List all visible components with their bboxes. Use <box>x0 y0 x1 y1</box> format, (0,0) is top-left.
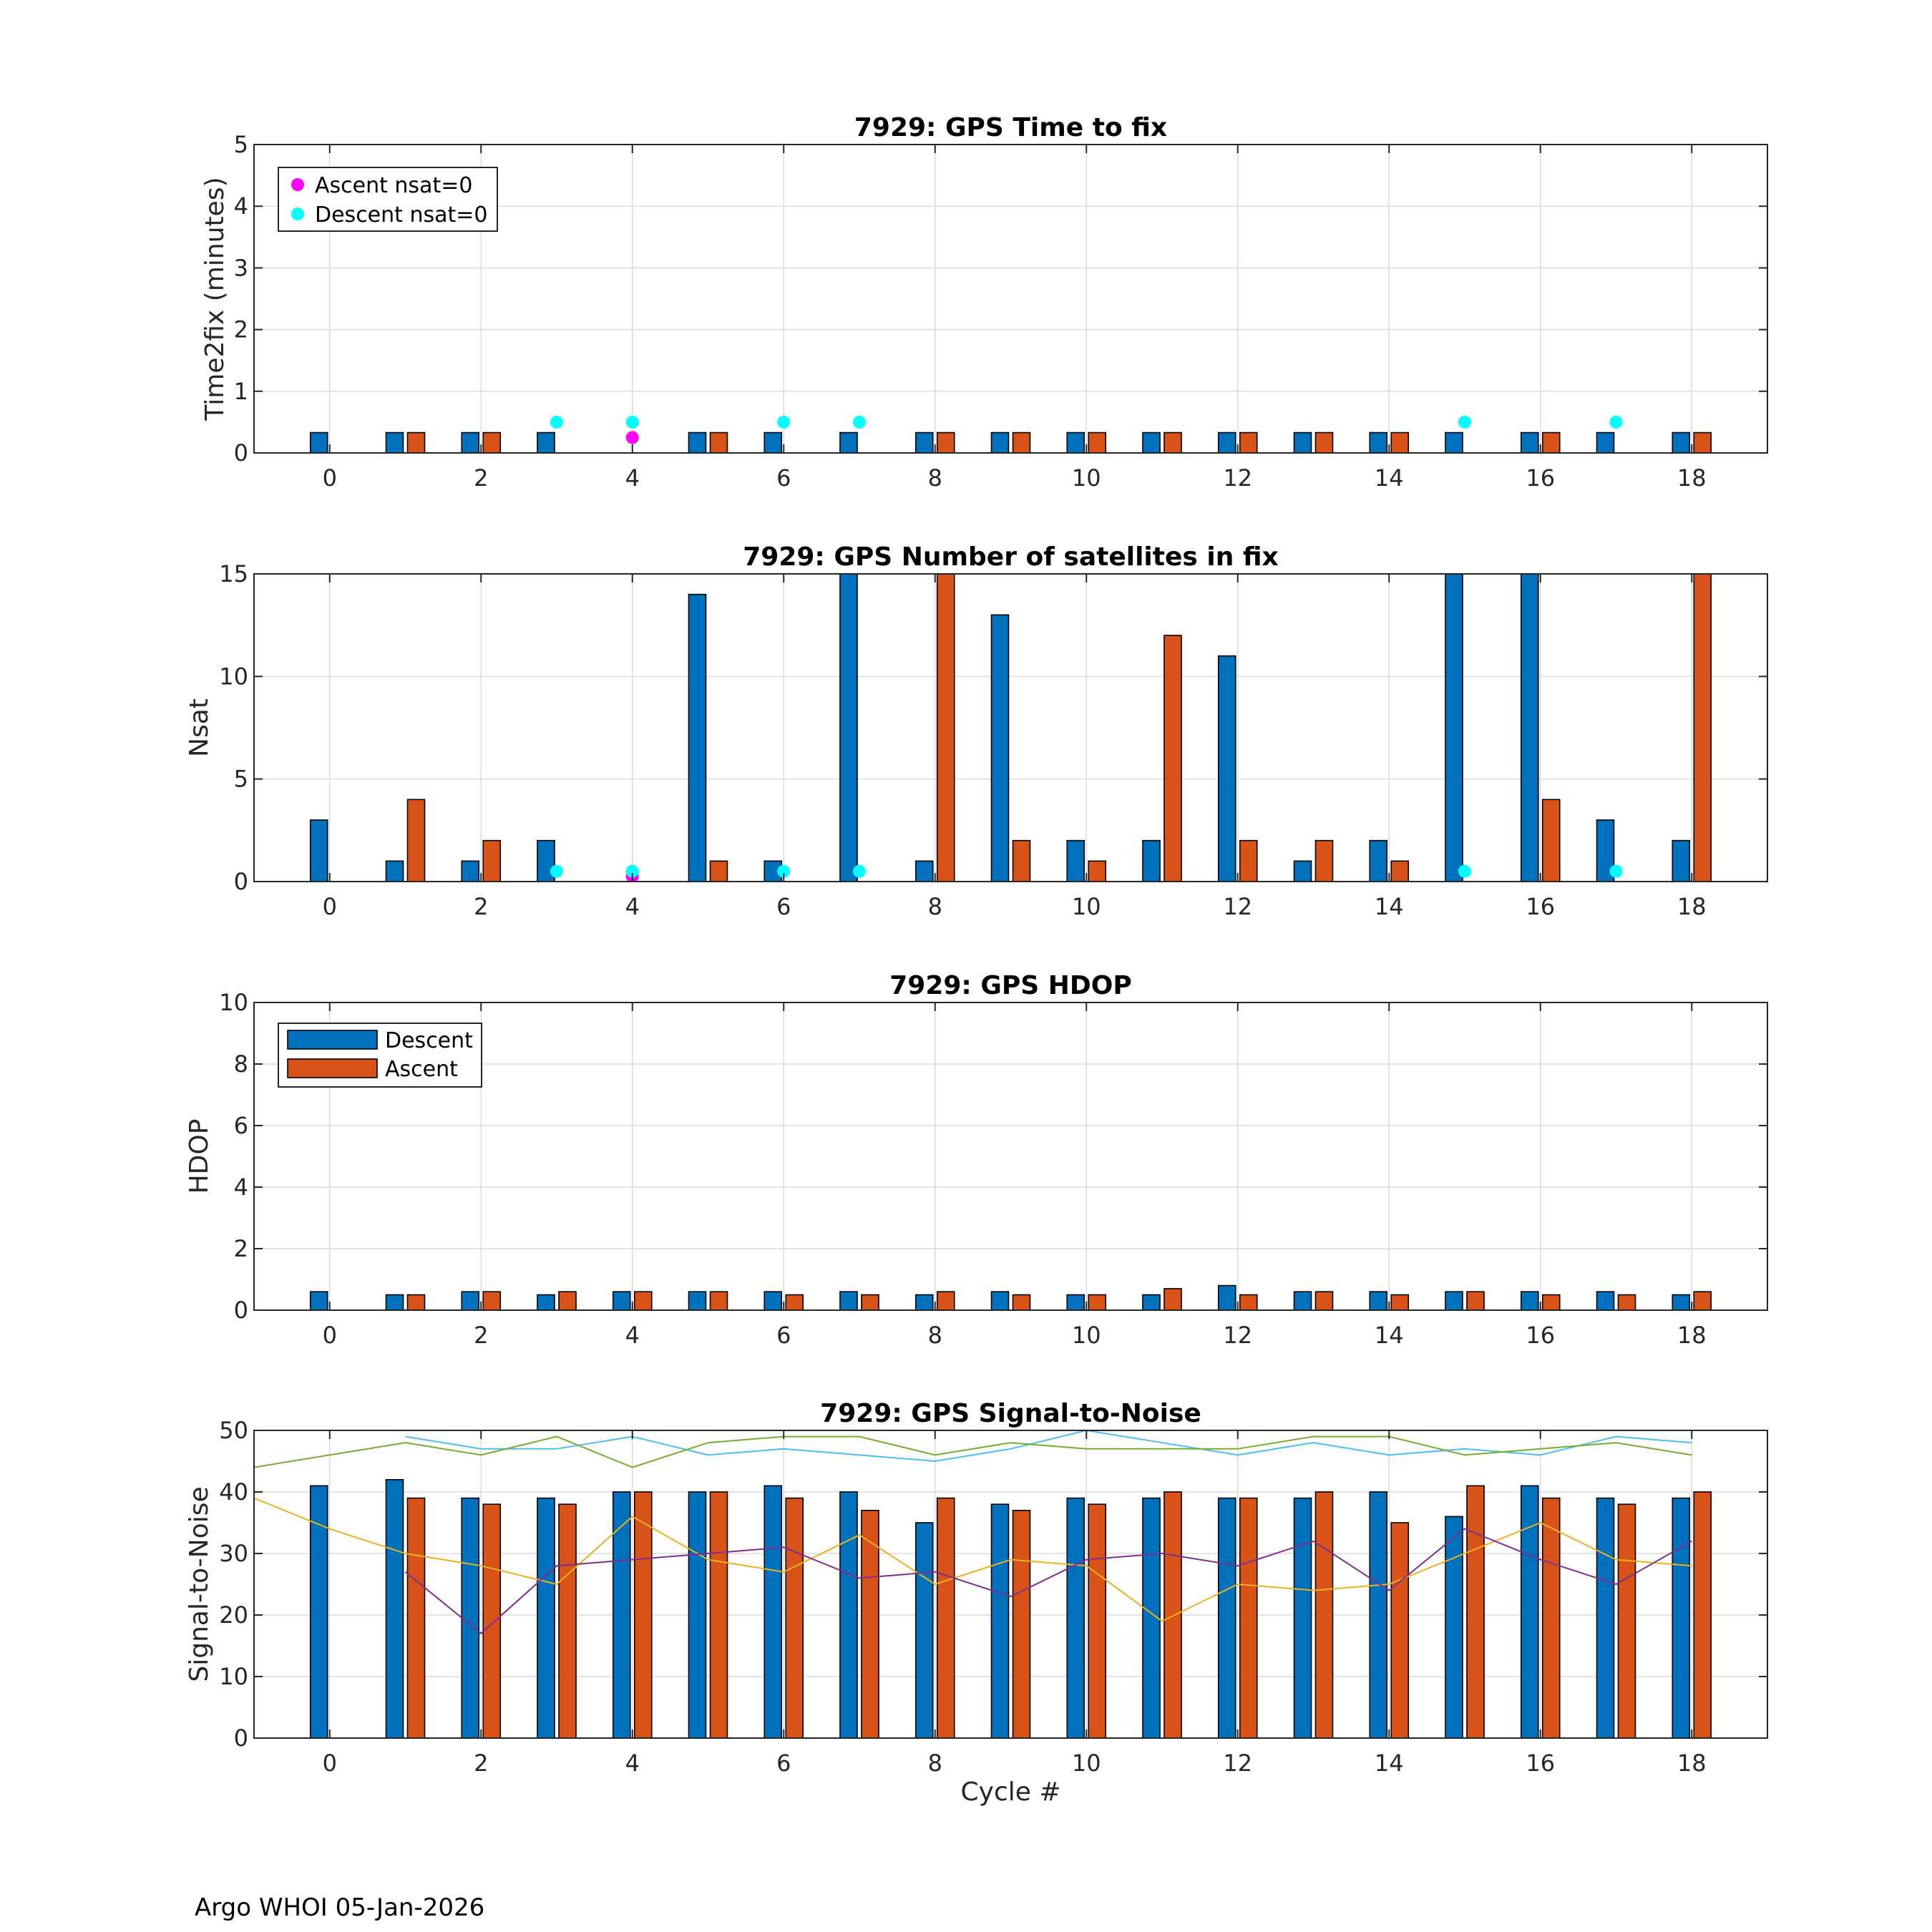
x-tick-label: 2 <box>474 1750 489 1777</box>
descent-bar-cycle-15 <box>1445 1292 1463 1310</box>
legend <box>278 167 497 231</box>
ascent-bar-cycle-12 <box>1240 841 1257 882</box>
ascent-bar-cycle-18 <box>1694 1292 1711 1310</box>
x-tick-label: 6 <box>776 1750 791 1777</box>
y-tick-label: 1 <box>233 377 248 405</box>
legend-marker <box>291 178 304 191</box>
x-tick-label: 0 <box>322 893 337 920</box>
ascent-bar-cycle-11 <box>1164 635 1181 882</box>
ascent-bar-cycle-18 <box>1694 1492 1711 1738</box>
descent-bar-cycle-5 <box>689 433 706 453</box>
y-tick-label: 10 <box>219 1663 248 1690</box>
descent-bar-cycle-0 <box>311 1485 328 1738</box>
descent-bar-cycle-15 <box>1445 1516 1463 1738</box>
legend <box>278 1023 482 1087</box>
descent-bar-cycle-18 <box>1672 1295 1689 1311</box>
descent-bar-cycle-16 <box>1521 433 1538 453</box>
ascent-bar-cycle-8 <box>937 1498 955 1738</box>
descent-bar-cycle-9 <box>992 433 1009 453</box>
x-tick-label: 14 <box>1374 1750 1404 1777</box>
descent-bar-cycle-16 <box>1521 1292 1538 1310</box>
descent-bar-cycle-4 <box>613 1292 630 1310</box>
ascent-bar-cycle-9 <box>1013 1511 1030 1738</box>
descent-bar-cycle-16 <box>1521 574 1538 882</box>
ascent-bar-cycle-7 <box>862 1295 879 1311</box>
y-axis-label: Time2fix (minutes) <box>200 177 230 421</box>
descent-bar-cycle-0 <box>311 433 328 453</box>
ascent-bar-cycle-3 <box>559 1504 576 1738</box>
descent-bar-cycle-1 <box>386 1480 404 1738</box>
legend-marker <box>291 208 304 220</box>
ascent-bar-cycle-10 <box>1088 1504 1106 1738</box>
x-tick-label: 10 <box>1071 1750 1101 1777</box>
chart-title: 7929: GPS Number of satellites in fix <box>743 542 1279 572</box>
ascent-bar-cycle-2 <box>483 433 500 453</box>
ascent-bar-cycle-7 <box>862 1511 879 1738</box>
descent-bar-cycle-1 <box>386 433 404 453</box>
ascent-bar-cycle-15 <box>1467 1485 1484 1738</box>
x-tick-label: 14 <box>1374 893 1404 920</box>
descent-bar-cycle-12 <box>1219 1286 1236 1310</box>
descent-bar-cycle-5 <box>689 595 706 882</box>
x-tick-label: 10 <box>1071 893 1101 920</box>
descent-bar-cycle-5 <box>689 1292 706 1310</box>
ascent-bar-cycle-2 <box>483 841 500 882</box>
x-tick-label: 16 <box>1526 893 1556 920</box>
ascent-bar-cycle-11 <box>1164 1289 1181 1310</box>
x-tick-label: 18 <box>1677 1322 1707 1349</box>
ascent-bar-cycle-8 <box>937 433 955 453</box>
descent-bar-cycle-13 <box>1294 1292 1312 1310</box>
descent-nsat0-marker-cycle-15 <box>1458 865 1471 878</box>
descent-bar-cycle-14 <box>1370 433 1387 453</box>
y-tick-label: 50 <box>219 1417 248 1444</box>
descent-bar-cycle-13 <box>1294 433 1312 453</box>
x-tick-label: 10 <box>1071 1322 1101 1349</box>
x-tick-label: 2 <box>474 1322 489 1349</box>
descent-bar-cycle-18 <box>1672 433 1689 453</box>
descent-bar-cycle-1 <box>386 861 404 882</box>
descent-bar-cycle-7 <box>840 433 857 453</box>
descent-nsat0-marker-cycle-3 <box>550 865 563 878</box>
y-tick-label: 0 <box>233 439 248 467</box>
x-tick-label: 12 <box>1223 1322 1253 1349</box>
ascent-bar-cycle-9 <box>1013 433 1030 453</box>
ascent-bar-cycle-10 <box>1088 861 1106 882</box>
descent-nsat0-marker-cycle-17 <box>1610 416 1623 429</box>
descent-bar-cycle-3 <box>537 1295 555 1311</box>
descent-bar-cycle-3 <box>537 1498 555 1738</box>
y-axis-label: HDOP <box>185 1118 214 1194</box>
descent-bar-cycle-12 <box>1219 656 1236 882</box>
legend-label: Ascent nsat=0 <box>315 173 473 198</box>
descent-bar-cycle-17 <box>1597 433 1614 453</box>
descent-bar-cycle-14 <box>1370 1292 1387 1310</box>
x-tick-label: 16 <box>1526 464 1556 492</box>
y-tick-label: 2 <box>233 316 248 343</box>
x-tick-label: 12 <box>1223 464 1253 492</box>
ascent-bar-cycle-9 <box>1013 841 1030 882</box>
ascent-bar-cycle-13 <box>1316 841 1333 882</box>
y-tick-label: 40 <box>219 1478 248 1506</box>
chart-title: 7929: GPS HDOP <box>889 971 1132 1000</box>
x-tick-label: 6 <box>776 893 791 920</box>
panel-4 <box>185 1399 1767 1807</box>
descent-bar-cycle-17 <box>1597 1292 1614 1310</box>
y-tick-label: 2 <box>233 1235 248 1262</box>
y-tick-label: 10 <box>219 989 248 1016</box>
footer-stamp: Argo WHOI 05-Jan-2026 <box>195 1893 485 1922</box>
descent-bar-cycle-2 <box>462 433 479 453</box>
legend-label: Descent <box>385 1028 473 1053</box>
ascent-bar-cycle-14 <box>1391 1295 1408 1311</box>
ascent-bar-cycle-6 <box>786 1498 803 1738</box>
descent-bar-cycle-9 <box>992 1292 1009 1310</box>
ascent-bar-cycle-18 <box>1694 433 1711 453</box>
ascent-bar-cycle-15 <box>1467 1292 1484 1310</box>
x-tick-label: 8 <box>927 464 942 492</box>
descent-bar-cycle-5 <box>689 1492 706 1738</box>
descent-bar-cycle-17 <box>1597 1498 1614 1738</box>
x-tick-label: 4 <box>625 1750 640 1777</box>
legend-swatch <box>288 1030 377 1049</box>
x-tick-label: 16 <box>1526 1322 1556 1349</box>
ascent-bar-cycle-1 <box>408 799 425 882</box>
ascent-bar-cycle-2 <box>483 1504 500 1738</box>
ascent-bar-cycle-8 <box>937 1292 955 1310</box>
y-tick-label: 0 <box>233 1297 248 1324</box>
descent-bar-cycle-11 <box>1143 841 1160 882</box>
descent-bar-cycle-6 <box>764 1485 781 1738</box>
descent-bar-cycle-0 <box>311 1292 328 1310</box>
y-tick-label: 30 <box>219 1540 248 1567</box>
x-tick-label: 16 <box>1526 1750 1556 1777</box>
descent-bar-cycle-10 <box>1067 841 1084 882</box>
descent-bar-cycle-4 <box>613 1492 630 1738</box>
ascent-bar-cycle-12 <box>1240 1498 1257 1738</box>
descent-bar-cycle-8 <box>916 1523 933 1738</box>
descent-bar-cycle-2 <box>462 1498 479 1738</box>
descent-bar-cycle-6 <box>764 433 781 453</box>
x-tick-label: 2 <box>474 893 489 920</box>
descent-bar-cycle-2 <box>462 861 479 882</box>
ascent-bar-cycle-16 <box>1543 1498 1560 1738</box>
x-tick-label: 12 <box>1223 1750 1253 1777</box>
x-tick-label: 10 <box>1071 464 1101 492</box>
descent-bar-cycle-2 <box>462 1292 479 1310</box>
ascent-bar-cycle-9 <box>1013 1295 1030 1311</box>
ascent-bar-cycle-14 <box>1391 1523 1408 1738</box>
ascent-bar-cycle-17 <box>1619 1504 1636 1738</box>
x-tick-label: 14 <box>1374 1322 1404 1349</box>
descent-nsat0-marker-cycle-15 <box>1458 416 1471 429</box>
descent-bar-cycle-12 <box>1219 433 1236 453</box>
descent-nsat0-marker-cycle-7 <box>853 416 866 429</box>
ascent-bar-cycle-13 <box>1316 1292 1333 1310</box>
ascent-bar-cycle-8 <box>937 574 955 882</box>
ascent-bar-cycle-12 <box>1240 433 1257 453</box>
descent-nsat0-marker-cycle-3 <box>550 416 563 429</box>
x-tick-label: 14 <box>1374 464 1404 492</box>
descent-nsat0-marker-cycle-17 <box>1610 865 1623 878</box>
x-tick-label: 4 <box>625 893 640 920</box>
x-tick-label: 8 <box>927 1322 942 1349</box>
descent-bar-cycle-13 <box>1294 1498 1312 1738</box>
y-tick-label: 4 <box>233 192 248 220</box>
descent-bar-cycle-3 <box>537 433 555 453</box>
ascent-bar-cycle-12 <box>1240 1295 1257 1311</box>
descent-bar-cycle-7 <box>840 1292 857 1310</box>
descent-bar-cycle-18 <box>1672 1498 1689 1738</box>
descent-bar-cycle-14 <box>1370 1492 1387 1738</box>
ascent-bar-cycle-5 <box>711 1492 728 1738</box>
x-tick-label: 4 <box>625 1322 640 1349</box>
ascent-bar-cycle-10 <box>1088 433 1106 453</box>
ascent-bar-cycle-18 <box>1694 574 1711 882</box>
ascent-bar-cycle-10 <box>1088 1295 1106 1311</box>
y-tick-label: 15 <box>219 560 248 587</box>
descent-bar-cycle-8 <box>916 1295 933 1311</box>
descent-bar-cycle-7 <box>840 574 857 882</box>
chart-title: 7929: GPS Time to fix <box>854 113 1168 142</box>
ascent-bar-cycle-16 <box>1543 799 1560 882</box>
y-tick-label: 5 <box>233 131 248 158</box>
y-tick-label: 20 <box>219 1601 248 1629</box>
descent-bar-cycle-0 <box>311 820 328 882</box>
ascent-bar-cycle-3 <box>559 1292 576 1310</box>
x-tick-label: 4 <box>625 464 640 492</box>
descent-bar-cycle-9 <box>992 615 1009 882</box>
descent-bar-cycle-10 <box>1067 1295 1084 1311</box>
descent-bar-cycle-12 <box>1219 1498 1236 1738</box>
ascent-bar-cycle-2 <box>483 1292 500 1310</box>
ascent-bar-cycle-13 <box>1316 433 1333 453</box>
ascent-bar-cycle-14 <box>1391 433 1408 453</box>
x-axis-label: Cycle # <box>960 1777 1061 1807</box>
ascent-nsat0-marker-cycle-4 <box>626 431 639 444</box>
ascent-bar-cycle-14 <box>1391 861 1408 882</box>
y-tick-label: 10 <box>219 663 248 691</box>
x-tick-label: 8 <box>927 893 942 920</box>
x-tick-label: 2 <box>474 464 489 492</box>
descent-bar-cycle-1 <box>386 1295 404 1311</box>
x-tick-label: 18 <box>1677 893 1707 920</box>
y-tick-label: 3 <box>233 254 248 282</box>
ascent-bar-cycle-11 <box>1164 433 1181 453</box>
descent-bar-cycle-10 <box>1067 1498 1084 1738</box>
y-tick-label: 4 <box>233 1174 248 1201</box>
descent-nsat0-marker-cycle-6 <box>777 416 790 429</box>
descent-bar-cycle-13 <box>1294 861 1312 882</box>
ascent-bar-cycle-16 <box>1543 433 1560 453</box>
ascent-bar-cycle-13 <box>1316 1492 1333 1738</box>
descent-bar-cycle-14 <box>1370 841 1387 882</box>
descent-nsat0-marker-cycle-4 <box>626 416 639 429</box>
descent-bar-cycle-7 <box>840 1492 857 1738</box>
ascent-bar-cycle-5 <box>711 433 728 453</box>
x-tick-label: 18 <box>1677 1750 1707 1777</box>
y-axis-label: Nsat <box>185 698 214 757</box>
descent-nsat0-marker-cycle-7 <box>853 865 866 878</box>
y-tick-label: 0 <box>233 868 248 895</box>
x-tick-label: 8 <box>927 1750 942 1777</box>
ascent-bar-cycle-5 <box>711 861 728 882</box>
descent-bar-cycle-11 <box>1143 1295 1160 1311</box>
legend-label: Descent nsat=0 <box>315 203 488 228</box>
chart-title: 7929: GPS Signal-to-Noise <box>820 1399 1201 1428</box>
panel-3 <box>185 971 1767 1349</box>
ascent-bar-cycle-5 <box>711 1292 728 1310</box>
x-tick-label: 0 <box>322 1322 337 1349</box>
y-tick-label: 0 <box>233 1724 248 1752</box>
ascent-bar-cycle-11 <box>1164 1492 1181 1738</box>
ascent-bar-cycle-16 <box>1543 1295 1560 1311</box>
descent-bar-cycle-9 <box>992 1504 1009 1738</box>
descent-bar-cycle-15 <box>1445 574 1463 882</box>
ascent-bar-cycle-17 <box>1619 1295 1636 1311</box>
x-tick-label: 12 <box>1223 893 1253 920</box>
descent-bar-cycle-10 <box>1067 433 1084 453</box>
y-tick-label: 6 <box>233 1112 248 1139</box>
descent-bar-cycle-16 <box>1521 1485 1538 1738</box>
panel-2 <box>185 542 1767 920</box>
x-tick-label: 6 <box>776 464 791 492</box>
ascent-bar-cycle-1 <box>408 1295 425 1311</box>
descent-bar-cycle-8 <box>916 433 933 453</box>
y-axis-label: Signal-to-Noise <box>185 1486 214 1682</box>
descent-bar-cycle-6 <box>764 1292 781 1310</box>
descent-bar-cycle-11 <box>1143 433 1160 453</box>
x-tick-label: 0 <box>322 464 337 492</box>
descent-bar-cycle-8 <box>916 861 933 882</box>
x-tick-label: 0 <box>322 1750 337 1777</box>
ascent-bar-cycle-1 <box>408 433 425 453</box>
x-tick-label: 6 <box>776 1322 791 1349</box>
descent-bar-cycle-15 <box>1445 433 1463 453</box>
ascent-bar-cycle-4 <box>635 1492 652 1738</box>
x-tick-label: 18 <box>1677 464 1707 492</box>
y-tick-label: 5 <box>233 765 248 793</box>
ascent-bar-cycle-4 <box>635 1292 652 1310</box>
legend-swatch <box>288 1059 377 1078</box>
ascent-bar-cycle-1 <box>408 1498 425 1738</box>
legend-label: Ascent <box>385 1057 458 1082</box>
descent-bar-cycle-18 <box>1672 841 1689 882</box>
panel-1 <box>200 113 1767 492</box>
y-tick-label: 8 <box>233 1050 248 1078</box>
ascent-bar-cycle-6 <box>786 1295 803 1311</box>
